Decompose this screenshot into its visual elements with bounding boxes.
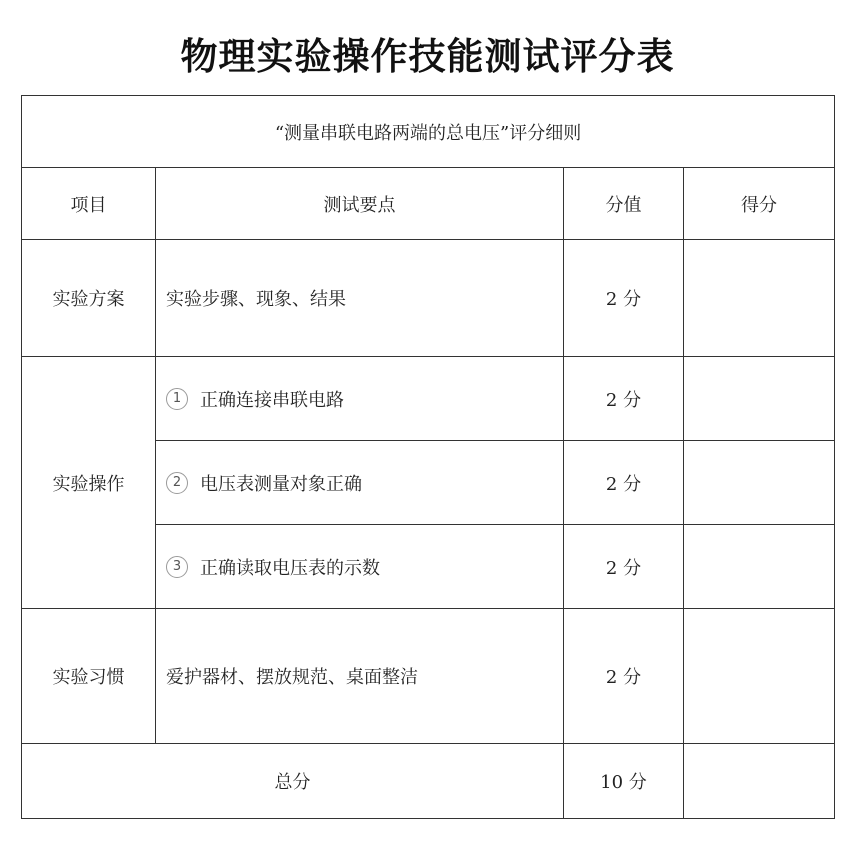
row-score-value: 2 分 [564,441,684,525]
header-row [22,168,835,240]
total-score-obtained [684,744,835,819]
header-score-obtained: 得分 [684,168,835,240]
row-test-point [156,441,564,525]
row-item: 实验操作 [22,357,156,609]
header-score-value: 分值 [564,168,684,240]
row-test-point-text: 电压表测量对象正确 [200,473,362,495]
row-test-point: 爱护器材、摆放规范、桌面整洁 [156,609,564,744]
row-score-obtained [684,441,835,525]
row-test-point [156,525,564,609]
step-number-badge: 3 [166,556,188,578]
row-item: 实验方案 [22,240,156,357]
header-test-points: 测试要点 [156,168,564,240]
row-score-obtained [684,525,835,609]
scoring-table [21,95,835,819]
row-test-point-text: 正确连接串联电路 [200,389,344,411]
header-item: 项目 [22,168,156,240]
row-score-obtained [684,240,835,357]
total-label: 总分 [22,744,564,819]
row-score-value: 2 分 [564,609,684,744]
table-row [22,609,835,744]
row-item: 实验习惯 [22,609,156,744]
step-number-badge: 1 [166,388,188,410]
step-number-badge: 2 [166,472,188,494]
row-score-value: 2 分 [564,240,684,357]
table-row [22,240,835,357]
table-row [22,357,835,441]
row-score-obtained [684,357,835,441]
row-score-value: 2 分 [564,525,684,609]
row-test-point [156,357,564,441]
row-test-point: 实验步骤、现象、结果 [156,240,564,357]
table-caption: “测量串联电路两端的总电压”评分细则 [22,96,835,168]
total-score-value: 10 分 [564,744,684,819]
row-test-point-text: 正确读取电压表的示数 [200,557,380,579]
row-score-obtained [684,609,835,744]
page-title: 物理实验操作技能测试评分表 [180,35,675,78]
total-row [22,744,835,819]
row-score-value: 2 分 [564,357,684,441]
caption-row [22,96,835,168]
